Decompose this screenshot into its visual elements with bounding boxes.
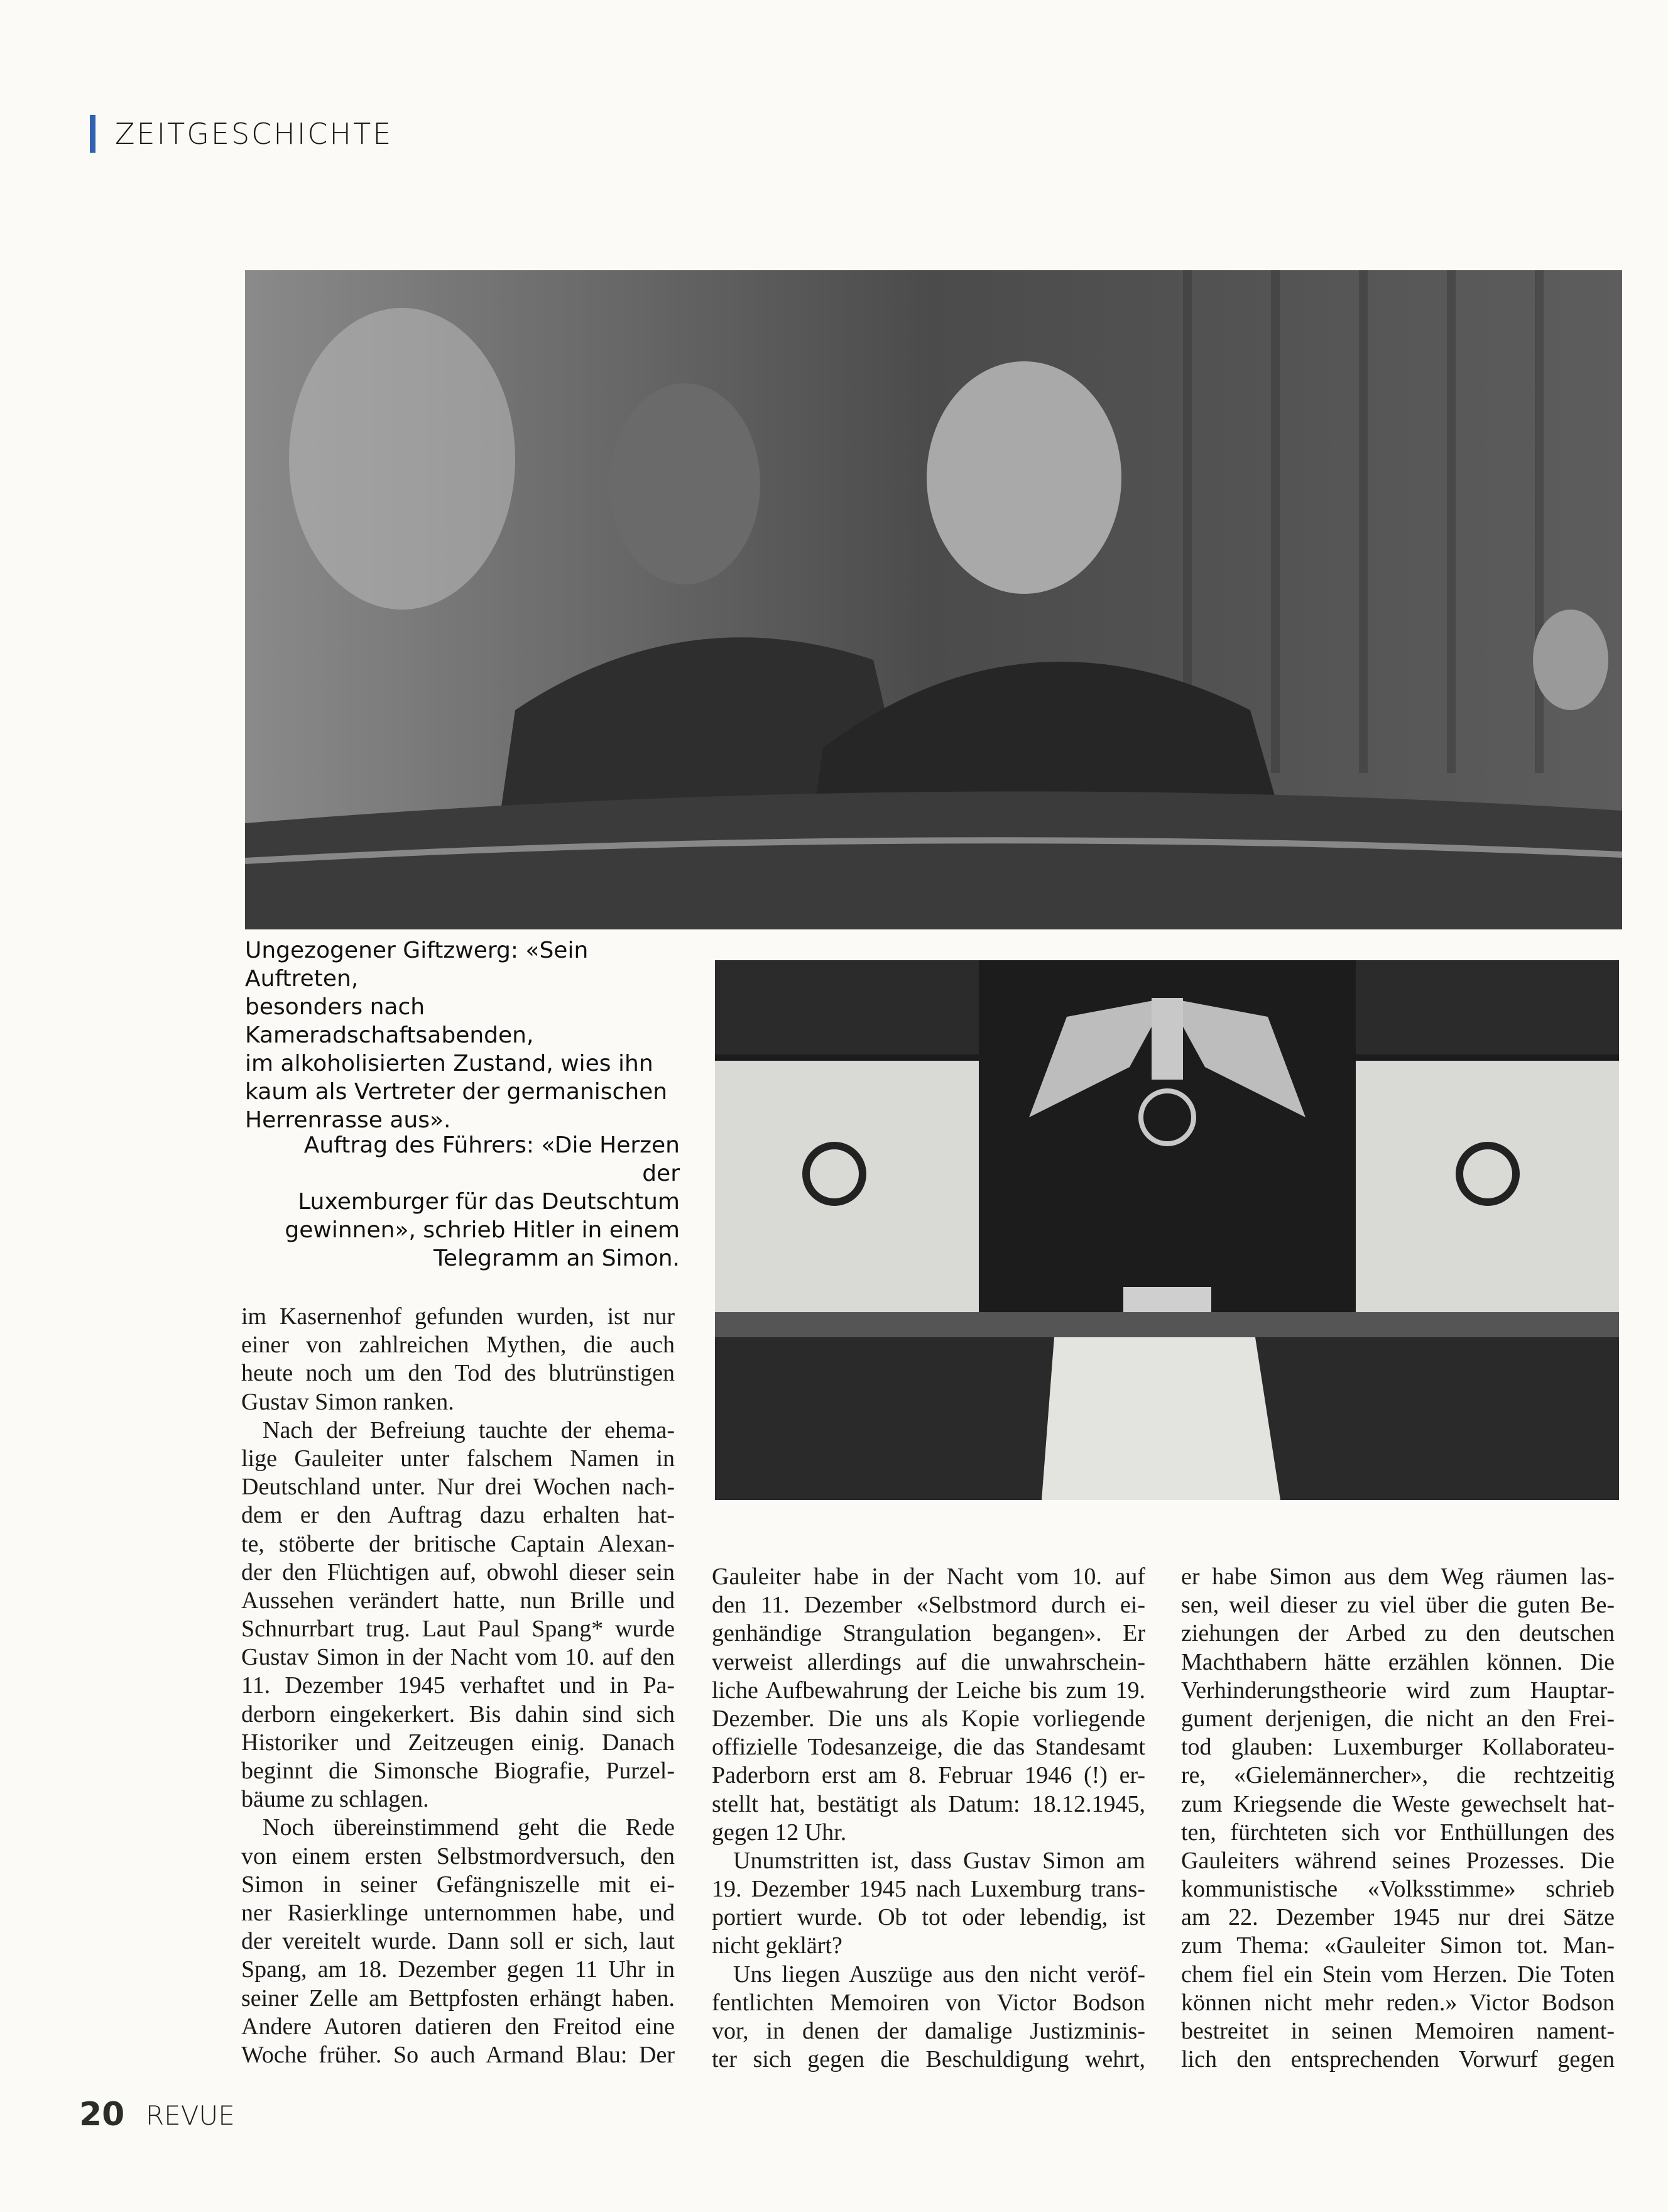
text-line: gument derjenigen, die nicht an den Frei- [1181, 1705, 1615, 1732]
article-paragraph [241, 1814, 675, 2069]
text-line: re, «Gielemännercher», die rechtzeitig [1181, 1762, 1615, 1789]
text-line: Gauleiter habe in der Nacht vom 10. auf [712, 1563, 1145, 1590]
text-line: den 11. Dezember «Selbstmord durch ei- [712, 1592, 1145, 1619]
text-line: gegen 12 Uhr. [712, 1819, 847, 1846]
article-paragraph [1181, 1563, 1615, 2074]
text-line: stellt hat, bestätigt als Datum: 18.12.1945, [712, 1790, 1145, 1817]
text-line: Uns liegen Auszüge aus den nicht veröf- [733, 1961, 1145, 1988]
text-line: Schnurrbart trug. Laut Paul Spang* wurde [241, 1616, 675, 1643]
text-line: Spang, am 18. Dezember gegen 11 Uhr in [241, 1956, 675, 1983]
text-line: Gustav Simon ranken. [241, 1388, 454, 1415]
text-line: fentlichten Memoiren von Victor Bodson [712, 1989, 1145, 2016]
caption-line: Auftrag des Führers: «Die Herzen der [303, 1132, 680, 1186]
article-column-2 [712, 1563, 1145, 2074]
caption-line: gewinnen», schrieb Hitler in einem [285, 1217, 680, 1243]
text-line: derborn eingekerkert. Bis dahin sind sich [241, 1700, 675, 1727]
text-line: er habe Simon aus dem Weg räumen las- [1181, 1563, 1615, 1590]
text-line: kommunistische «Volksstimme» schrieb [1181, 1876, 1615, 1903]
text-line: zum Thema: «Gauleiter Simon tot. Man- [1181, 1932, 1615, 1959]
text-line: im Kasernenhof gefunden wurden, ist nur [241, 1303, 675, 1330]
article-paragraph [712, 1961, 1145, 2074]
text-line: Simon in seiner Gefängniszelle mit ei- [241, 1871, 675, 1898]
text-line: ter sich gegen die Beschuldigung wehrt, [712, 2046, 1145, 2073]
text-line: am 22. Dezember 1945 nur drei Sätze [1181, 1904, 1615, 1931]
text-line: der vereitelt wurde. Dann soll er sich, laut [241, 1928, 675, 1955]
article-paragraph [241, 1416, 675, 1814]
caption-line: Ungezogener Giftzwerg: «Sein Auftreten, [245, 938, 589, 992]
text-line: seiner Zelle am Bettpfosten erhängt haben. [241, 1985, 675, 2012]
text-line: 11. Dezember 1945 verhaftet und in Pa- [241, 1672, 675, 1699]
section-title: ZEITGESCHICHTE [115, 117, 393, 151]
text-line: heute noch um den Tod des blutrünstigen [241, 1360, 675, 1387]
text-line: beginnt die Simonsche Biografie, Purzel- [241, 1758, 675, 1784]
text-line: bestreitet in seinen Memoiren nament- [1181, 2018, 1615, 2044]
text-line: ner Rasierklinge unternommen habe, und [241, 1899, 675, 1926]
photo-officials-seated-image [245, 270, 1622, 929]
text-line: ziehungen der Arbed zu den deutschen [1181, 1620, 1615, 1647]
article-paragraph [712, 1847, 1145, 1961]
text-line: bäume zu schlagen. [241, 1786, 429, 1813]
text-line: Unumstritten ist, dass Gustav Simon am [733, 1847, 1145, 1874]
text-line: Aussehen verändert hatte, nun Brille und [241, 1587, 675, 1614]
text-line: von einem ersten Selbstmordversuch, den [241, 1842, 675, 1870]
text-line: der den Flüchtigen auf, obwohl dieser sein [241, 1558, 675, 1585]
text-line: Gustav Simon in der Nacht vom 10. auf den [241, 1644, 675, 1671]
text-line: Andere Autoren datieren den Freitod eine [241, 2013, 675, 2040]
text-line: Nach der Befreiung tauchte der ehema- [263, 1416, 675, 1443]
text-line: dem er den Auftrag dazu erhalten hat- [241, 1502, 675, 1529]
photo1-caption [245, 936, 685, 1134]
text-line: einer von zahlreichen Mythen, die auch [241, 1332, 675, 1359]
caption-line: Luxemburger für das Deutschtum [298, 1189, 680, 1215]
text-line: ten, fürchteten sich vor Enthüllungen des [1181, 1819, 1615, 1846]
text-line: lich den entsprechenden Vorwurf gegen [1181, 2046, 1615, 2073]
text-line: portiert wurde. Ob tot oder lebendig, ist [712, 1904, 1145, 1931]
text-line: Noch übereinstimmend geht die Rede [263, 1814, 675, 1841]
photo-officials-seated [245, 270, 1622, 929]
text-line: Woche früher. So auch Armand Blau: Der [241, 2041, 675, 2068]
article-paragraph [712, 1563, 1145, 1847]
text-line: Historiker und Zeitzeugen einig. Danach [241, 1729, 675, 1756]
photo2-caption [264, 1131, 680, 1273]
article-column-1 [241, 1303, 675, 2069]
text-line: liche Aufbewahrung der Leiche bis zum 19. [712, 1677, 1145, 1704]
caption-line: kaum als Vertreter der germanischen [245, 1079, 668, 1105]
magazine-name: REVUE [146, 2100, 235, 2131]
caption-line: Telegramm an Simon. [433, 1246, 680, 1271]
article-column-3 [1181, 1563, 1615, 2074]
text-line: chem fiel ein Stein vom Herzen. Die Toten [1181, 1961, 1615, 1988]
text-line: vor, in denen der damalige Justizminis- [712, 2018, 1145, 2044]
caption-line: besonders nach Kameradschaftsabenden, [245, 994, 534, 1048]
text-line: nicht geklärt? [712, 1932, 842, 1959]
section-accent-bar [90, 115, 95, 153]
text-line: 19. Dezember 1945 nach Luxemburg trans- [712, 1876, 1145, 1903]
text-line: tod glauben: Luxemburger Kollaborateu- [1181, 1734, 1615, 1761]
photo-nazi-assembly-hall [715, 960, 1619, 1500]
article-paragraph [241, 1303, 675, 1416]
text-line: lige Gauleiter unter falschem Namen in [241, 1445, 675, 1472]
text-line: Deutschland unter. Nur drei Wochen nach- [241, 1474, 675, 1501]
text-line: zum Kriegsende die Weste gewechselt hat- [1181, 1790, 1615, 1817]
text-line: genhändige Strangulation begangen». Er [712, 1620, 1145, 1647]
text-line: offizielle Todesanzeige, die das Standesamt [712, 1734, 1145, 1761]
page-number: 20 [79, 2096, 125, 2133]
text-line: Gauleiters während seines Prozesses. Die [1181, 1847, 1615, 1874]
text-line: Machthabern hätte erzählen können. Die [1181, 1648, 1615, 1675]
text-line: Dezember. Die uns als Kopie vorliegende [712, 1705, 1145, 1732]
text-line: verweist allerdings auf die unwahrschein- [712, 1648, 1145, 1675]
text-line: Paderborn erst am 8. Februar 1946 (!) er- [712, 1762, 1145, 1789]
text-line: Verhinderungstheorie wird zum Hauptar- [1181, 1677, 1615, 1704]
text-line: können nicht mehr reden.» Victor Bodson [1181, 1989, 1615, 2016]
photo-nazi-assembly-hall-image [715, 960, 1619, 1500]
caption-line: im alkoholisierten Zustand, wies ihn [245, 1051, 653, 1076]
text-line: sen, weil dieser zu viel über die guten Be- [1181, 1592, 1615, 1619]
text-line: te, stöberte der britische Captain Alexan- [241, 1530, 675, 1557]
caption-line: Herrenrasse aus». [245, 1107, 451, 1133]
